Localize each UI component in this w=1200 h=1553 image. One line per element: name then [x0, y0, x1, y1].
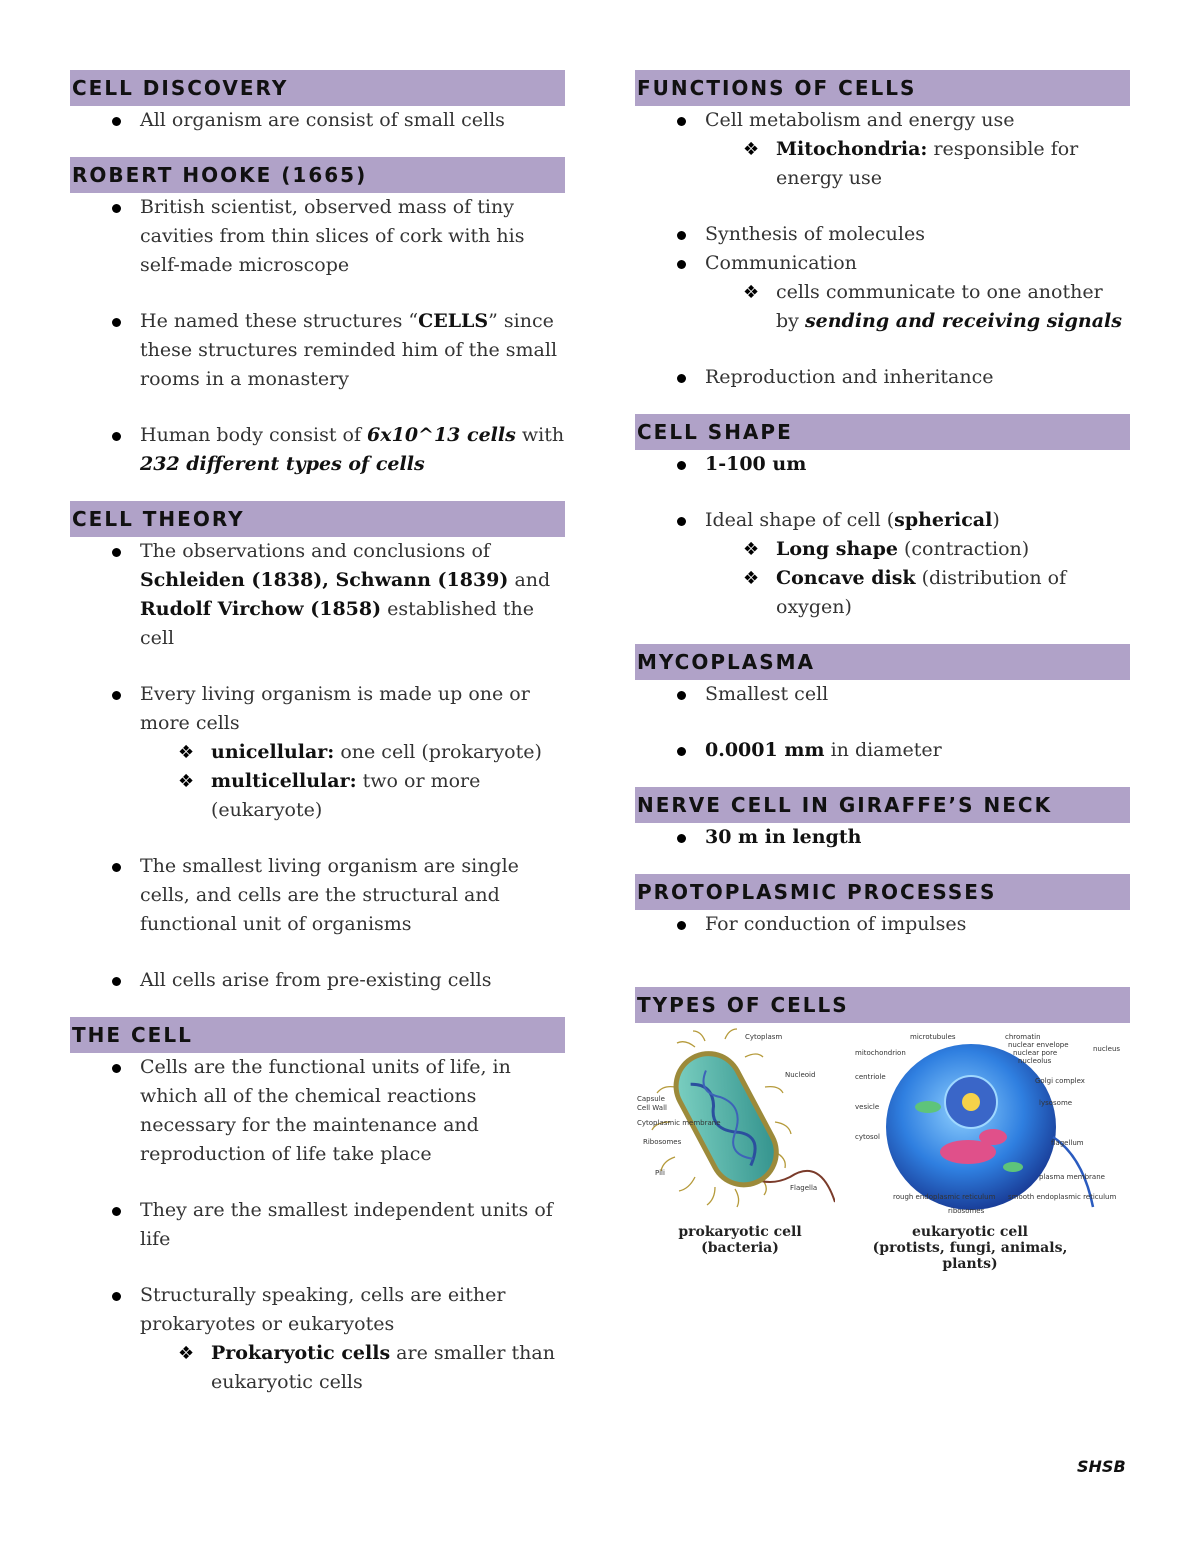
section-functions-of-cells: [635, 70, 1130, 392]
section-the-cell: [70, 1017, 565, 1397]
bullet-item: Ideal shape of cell (spherical): [635, 506, 1130, 535]
section-types-of-cells: [635, 987, 1130, 1272]
bullet-item: Structurally speaking, cells are either prokaryotes or eukaryotes: [70, 1281, 565, 1339]
label-cell-wall: Cell Wall: [637, 1104, 667, 1112]
section-title: PROTOPLASMIC PROCESSES: [635, 874, 1130, 910]
footer-mark: SHSB: [1077, 1457, 1126, 1476]
section-title: ROBERT HOOKE (1665): [70, 157, 565, 193]
label-cytoplasmic-membrane: Cytoplasmic membrane: [637, 1119, 721, 1127]
diamond-bullet-icon: ❖: [178, 742, 195, 763]
diamond-bullet-icon: ❖: [743, 568, 760, 589]
bullet-item: All cells arise from pre-existing cells: [70, 966, 565, 995]
section-robert-hooke: [70, 157, 565, 479]
diamond-bullet-icon: ❖: [178, 1343, 195, 1364]
label-nucleus: nucleus: [1093, 1045, 1121, 1053]
bullet-icon: [677, 691, 686, 700]
right-column: [635, 70, 1130, 1289]
bullet-icon: [112, 1064, 121, 1073]
label-cytoplasm: Cytoplasm: [745, 1033, 783, 1041]
diamond-bullet-icon: ❖: [743, 139, 760, 160]
bullet-icon: [112, 204, 121, 213]
bullet-icon: [112, 318, 121, 327]
prokaryotic-cell-illustration: [635, 1027, 835, 1212]
bullet-icon: [112, 977, 121, 986]
sub-bullet-item: ❖ multicellular: two or more (eukaryote): [70, 767, 565, 825]
bullet-item: Every living organism is made up one or more cells: [70, 680, 565, 738]
bullet-item: Smallest cell: [635, 680, 1130, 709]
bullet-item: Synthesis of molecules: [635, 220, 1130, 249]
cell-types-figure: [635, 1027, 1130, 1272]
section-mycoplasma: [635, 644, 1130, 765]
bullet-icon: [677, 517, 686, 526]
label-smooth-er: smooth endoplasmic reticulum: [1008, 1193, 1117, 1201]
bullet-icon: [112, 1292, 121, 1301]
bullet-item: The smallest living organism are single cells, and cells are the structural and functional unit of organisms: [70, 852, 565, 939]
bullet-item: He named these structures “CELLS” since these structures reminded him of the small rooms in a monastery: [70, 307, 565, 394]
label-plasma-membrane: plasma membrane: [1039, 1173, 1105, 1181]
sub-bullet-item: ❖ Long shape (contraction): [635, 535, 1130, 564]
bullet-icon: [112, 1207, 121, 1216]
section-title: NERVE CELL IN GIRAFFE’S NECK: [635, 787, 1130, 823]
section-title: THE CELL: [70, 1017, 565, 1053]
section-title: MYCOPLASMA: [635, 644, 1130, 680]
label-nuclear-pore: nuclear pore: [1013, 1049, 1058, 1057]
label-ribosomes: Ribosomes: [643, 1138, 682, 1146]
bullet-icon: [677, 231, 686, 240]
section-title: FUNCTIONS OF CELLS: [635, 70, 1130, 106]
section-title: CELL SHAPE: [635, 414, 1130, 450]
sub-bullet-item: ❖ unicellular: one cell (prokaryote): [70, 738, 565, 767]
section-title: TYPES OF CELLS: [635, 987, 1130, 1023]
bullet-item: All organism are consist of small cells: [70, 106, 565, 135]
section-cell-shape: [635, 414, 1130, 622]
section-title: CELL DISCOVERY: [70, 70, 565, 106]
section-title: CELL THEORY: [70, 501, 565, 537]
label-mitochondrion: mitochondrion: [855, 1049, 906, 1057]
label-cytosol: cytosol: [855, 1133, 880, 1141]
bullet-item: Cells are the functional units of life, in which all of the chemical reactions necessary for the maintenance and reproduction of life take place: [70, 1053, 565, 1169]
bullet-item: 30 m in length: [635, 823, 1130, 852]
bullet-item: They are the smallest independent units of life: [70, 1196, 565, 1254]
label-pili: Pili: [655, 1169, 665, 1177]
sub-bullet-item: ❖ Concave disk (distribution of oxygen): [635, 564, 1130, 622]
bullet-icon: [677, 117, 686, 126]
sub-bullet-item: ❖ Mitochondria: responsible for energy use: [635, 135, 1130, 193]
label-capsule: Capsule: [637, 1095, 665, 1103]
bullet-icon: [112, 863, 121, 872]
eukaryotic-caption: eukaryotic cell (protists, fungi, animals, plants): [872, 1224, 1068, 1272]
section-nerve-cell: [635, 787, 1130, 852]
bullet-item: Communication: [635, 249, 1130, 278]
section-protoplasmic-processes: [635, 874, 1130, 939]
section-cell-theory: [70, 501, 565, 995]
eukaryotic-cell-illustration: [853, 1027, 1130, 1222]
label-flagellum: flagellum: [1051, 1139, 1084, 1147]
label-nuclear-envelope: nuclear envelope: [1008, 1041, 1069, 1049]
bullet-item: For conduction of impulses: [635, 910, 1130, 939]
label-nucleolus: nucleolus: [1018, 1057, 1052, 1065]
prokaryotic-caption: prokaryotic cell (bacteria): [678, 1224, 802, 1256]
left-column: [70, 70, 565, 1419]
label-nucleoid: Nucleoid: [785, 1071, 816, 1079]
label-microtubules: microtubules: [910, 1033, 956, 1041]
label-golgi-complex: Golgi complex: [1035, 1077, 1085, 1085]
bullet-icon: [677, 260, 686, 269]
bullet-icon: [677, 461, 686, 470]
bullet-item: 1-100 um: [635, 450, 1130, 479]
label-vesicle: vesicle: [855, 1103, 880, 1111]
bullet-item: Human body consist of 6x10^13 cells with 232 different types of cells: [70, 421, 565, 479]
label-chromatin: chromatin: [1005, 1033, 1041, 1041]
section-cell-discovery: [70, 70, 565, 135]
label-flagella: Flagella: [790, 1184, 818, 1192]
bullet-item: The observations and conclusions of Schleiden (1838), Schwann (1839) and Rudolf Virchow (1858) established the cell: [70, 537, 565, 653]
diamond-bullet-icon: ❖: [743, 282, 760, 303]
label-ribosomes: ribosomes: [948, 1207, 985, 1215]
nucleolus-shape: [962, 1093, 980, 1111]
bullet-icon: [677, 747, 686, 756]
bullet-icon: [112, 548, 121, 557]
label-rough-er: rough endoplasmic reticulum: [893, 1193, 996, 1201]
bullet-item: 0.0001 mm in diameter: [635, 736, 1130, 765]
bullet-icon: [112, 691, 121, 700]
sub-bullet-item: ❖ cells communicate to one another by sending and receiving signals: [635, 278, 1130, 336]
diamond-bullet-icon: ❖: [743, 539, 760, 560]
sub-bullet-item: ❖ Prokaryotic cells are smaller than eukaryotic cells: [70, 1339, 565, 1397]
diamond-bullet-icon: ❖: [178, 771, 195, 792]
bullet-icon: [677, 921, 686, 930]
label-lysosome: lysosome: [1039, 1099, 1073, 1107]
label-centriole: centriole: [855, 1073, 886, 1081]
bullet-item: Reproduction and inheritance: [635, 363, 1130, 392]
bullet-icon: [112, 117, 121, 126]
bullet-icon: [677, 374, 686, 383]
bullet-item: Cell metabolism and energy use: [635, 106, 1130, 135]
bullet-icon: [112, 432, 121, 441]
bullet-item: British scientist, observed mass of tiny cavities from thin slices of cork with his self-made microscope: [70, 193, 565, 280]
bullet-icon: [677, 834, 686, 843]
